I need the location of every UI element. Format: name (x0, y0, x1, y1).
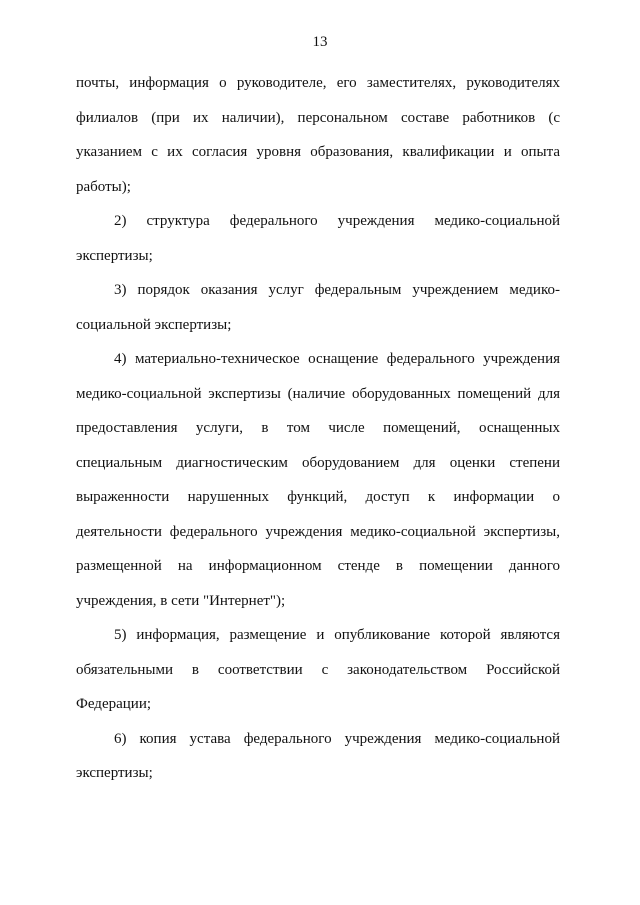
paragraph-contact-info-continuation: почты, информация о руководителе, его заместителях, руководителях филиалов (при их наличии), персональном составе работников (с указанием с их согласия уровня образования, квалификации и опыта работы); (76, 75, 560, 195)
page-number: 13 (312, 34, 328, 50)
paragraph-item-6-charter-copy: 6) копия устава федерального учреждения медико-социальной экспертизы; (76, 730, 560, 781)
paragraph-item-4-technical-equipment: 4) материально-техническое оснащение федерального учреждения медико-социальной экспертизы (наличие оборудованных помещений для предоставления услуги, в том числе помещений, оснащенных специальным диагностическим оборудованием для оценки степени выраженности нарушенных функций, доступ к информации о деятельности федерального учреждения медико-социальной экспертизы, размещенной на информационном стенде в помещении данного учреждения, в сети "Интернет"); (76, 351, 560, 609)
document-body (76, 66, 560, 791)
paragraph-item-5-mandatory-information: 5) информация, размещение и опубликование которой являются обязательными в соответствии с законодательством Российской Федерации; (76, 627, 560, 712)
paragraph-item-2-structure: 2) структура федерального учреждения медико-социальной экспертизы; (76, 213, 560, 264)
paragraph-item-3-service-procedure: 3) порядок оказания услуг федеральным учреждением медико-социальной экспертизы; (76, 282, 560, 333)
